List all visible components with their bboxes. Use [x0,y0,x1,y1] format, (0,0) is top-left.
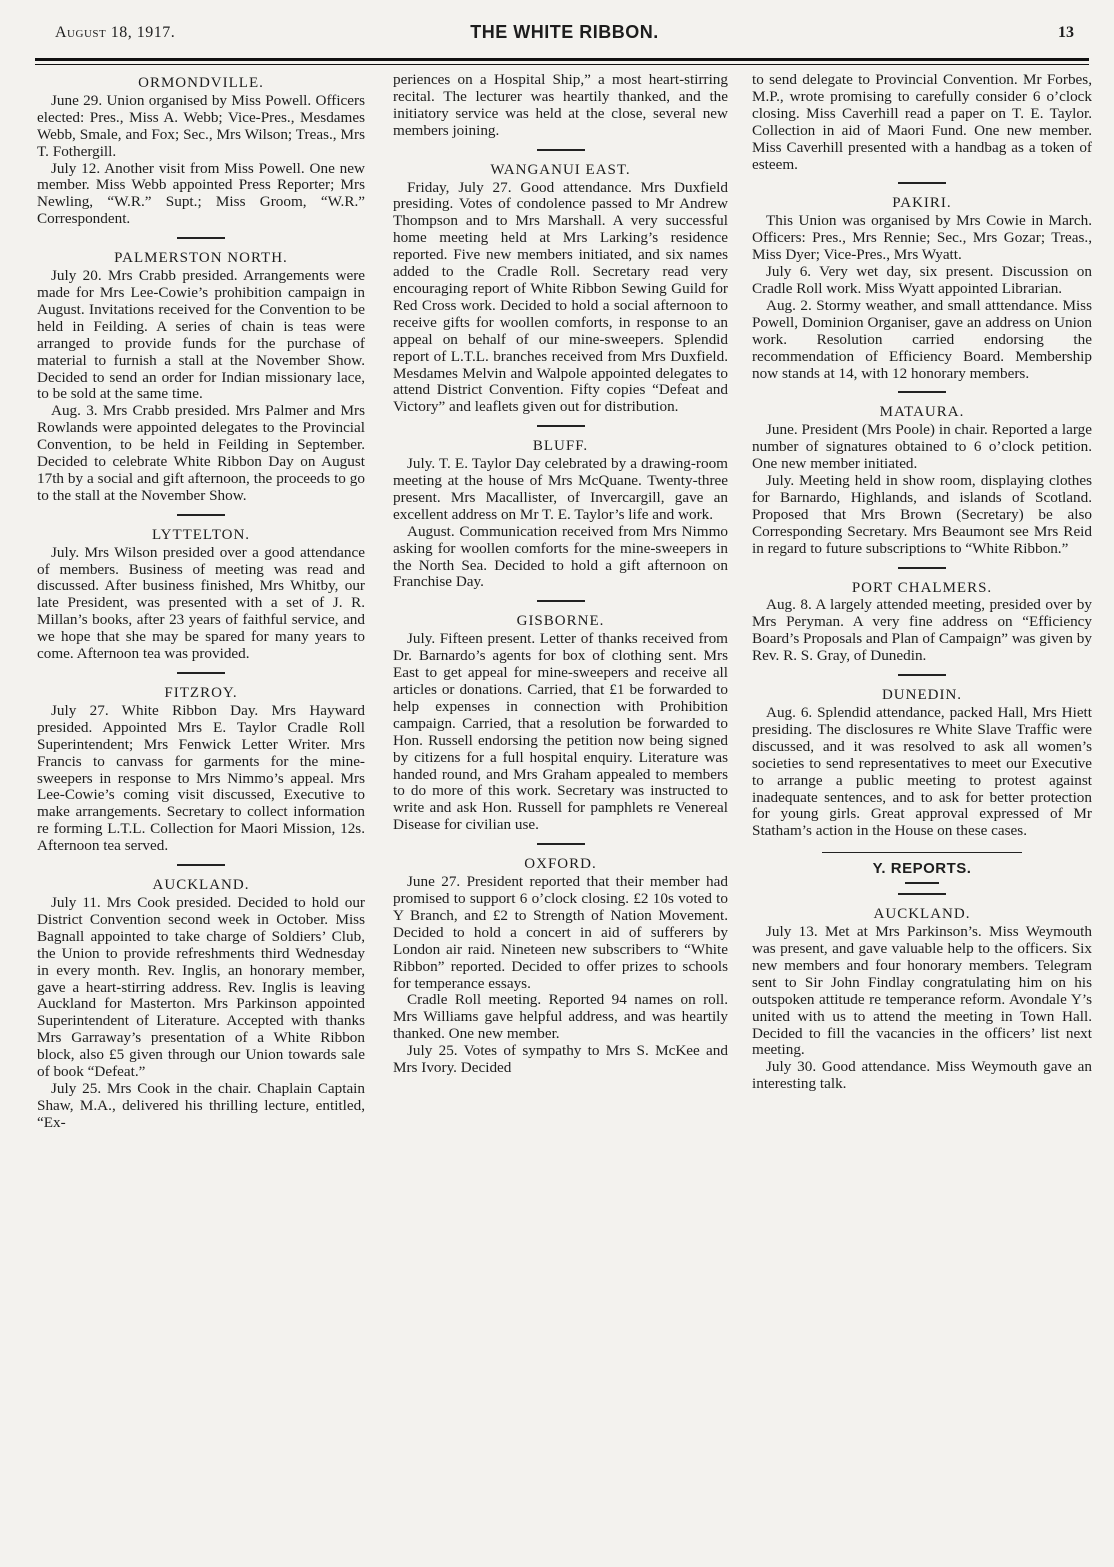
section-divider [537,149,585,151]
column-3 [752,72,1092,1562]
report-paragraph: August. Communication received from Mrs Nimmo asking for woollen comforts for the mine-sweepers in the North Sea. Decided to hold a gift afternoon on Franchise Day. [393,522,728,591]
section-title: AUCKLAND. [152,877,250,894]
section-divider [905,882,939,884]
report-paragraph: Aug. 2. Stormy weather, and small atttendance. Miss Powell, Dominion Organiser, gave an address on Union work. Resolution carried endorsing the recommendation of Efficiency Board. Membership now stands at 14, with 12 honorary members. [752,296,1092,382]
report-paragraph: July 27. White Ribbon Day. Mrs Hayward presided. Appointed Mrs E. Taylor Cradle Roll Superintendent; Mrs Fenwick Letter Writer. Mrs Francis to canvass for garments for the mine-sweepers in response to Mrs Nimmo’s appeal. Mrs Lee-Cowie’s coming visit discussed, Executive to make arrangements. Secretary to collect information re forming L.T.L. Collection for Maori Mission, 12s. Afternoon tea served. [37,701,365,855]
section-divider [898,893,946,895]
report-paragraph: June 27. President reported that their member had promised to support 6 o’clock closing. £2 10s voted to Y Branch, and £2 to Strength of Nation Movement. Decided to hold a concert in aid of sufferers by London air raid. Nineteen new subscribers to “White Ribbon” reported. Decided to offer prizes to schools for temperance essays. [393,873,728,992]
section-title: LYTTELTON. [151,526,251,543]
report-paragraph: June. President (Mrs Poole) in chair. Reported a large number of signatures obtained to 6 o’clock petition. One new member initiated. [752,421,1092,473]
section-title: OXFORD. [524,856,597,873]
report-paragraph: periences on a Hospital Ship,” a most heart-stirring recital. The lecturer was heartily thanked, and the initiatory service was held at the close, several new members joining. [393,72,728,139]
report-paragraph: July 25. Votes of sympathy to Mrs S. McKee and Mrs Ivory. Decided [393,1042,728,1077]
section-divider [177,864,225,866]
section-title: PAKIRI. [892,195,952,212]
report-paragraph: July. T. E. Taylor Day celebrated by a drawing-room meeting at the house of Mrs McQuane. Twenty-three present. Mrs Macallister, of Invercargill, gave an excellent address on Mr T. E. Taylor’s life and work. [393,455,728,523]
section-divider [177,237,225,239]
report-paragraph: July 6. Very wet day, six present. Discussion on Cradle Roll work. Miss Wyatt appointed Librarian. [752,263,1092,297]
section-divider [822,852,1022,853]
report-paragraph: July 30. Good attendance. Miss Weymouth gave an interesting talk. [752,1058,1092,1093]
report-paragraph: Friday, July 27. Good attendance. Mrs Duxfield presiding. Votes of condolence passed to Mr Andrew Thompson and to Mrs Marshall. A very successful home meeting held at Mrs Larking’s residence reported. Five new members initiated, and six names added to the Cradle Roll. Secretary read very encouraging report of White Ribbon Sewing Guild for Red Cross work. Decided to hold a social afternoon to receive gifts for woollen comforts, in response to an appeal on behalf of our mine-sweepers. Splendid report of L.T.L. branches received from Mrs Duxfield. Mesdames Melvin and Walpole appointed delegates to attend District Convention. Fifty copies “Defeat and Victory” and leaflets given out for distribution. [393,178,728,416]
header-rule-thick [35,58,1089,61]
section-title: ORMONDVILLE. [138,75,264,91]
page-number: 13 [1058,24,1074,41]
report-paragraph: to send delegate to Provincial Convention. Mr Forbes, M.P., wrote promising to carefully consider 6 o’clock closing. Miss Caverhill read a paper on T. E. Taylor. Collection in aid of Maori Fund. One new member. Miss Caverhill presented with a handbag as a token of esteem. [752,72,1092,173]
report-paragraph: July. Fifteen present. Letter of thanks received from Dr. Barnardo’s agents for box of clothing sent. Mrs East to get appeal for mine-sweepers and receive all articles or donations. Carried, that £1 be forwarded to help expenses in connection with Prohibition campaign. Carried, that a resolution be forwarded to Hon. Russell endorsing the petition now being signed by citizens for a full hospital enquiry. Literature was handed round, and Mrs Graham appealed to members to do more of this work. Secretary was instructed to write and ask Hon. Russell for pamphlets re Venereal Disease for civilian use. [393,630,728,834]
section-title: WANGANUI EAST. [490,161,631,178]
report-paragraph: July. Mrs Wilson presided over a good attendance of members. Business of meeting was read and discussed. After business finished, Mrs Whitby, our late President, was presented with a set of J. R. Millan’s books, after 23 years of faithful service, and we hope that she may be spared for many years to come. Afternoon tea was provided. [37,543,365,663]
header-rule-thin [35,64,1089,65]
report-paragraph: July 13. Met at Mrs Parkinson’s. Miss Weymouth was present, and gave valuable help to the officers. Six new members and four honorary members. Telegram sent to Sir John Findlay congratulating him on his outspoken attitude re temperance reform. Avondale Y’s united with us to attend the meeting in Town Hall. Decided to fill the vacancies in the officers’ list next meeting. [752,923,1092,1059]
report-paragraph: July 11. Mrs Cook presided. Decided to hold our District Convention second week in October. Miss Bagnall appointed to take charge of Soldiers’ Club, the Union to provide refreshments third Wednesday in every month. Rev. Inglis, an honorary member, gave a heart-stirring address. Rev. Inglis is leaving Auckland for Masterton. Mrs Parkinson appointed Superintendent of Literature. Accepted with thanks Mrs Garraway’s presentation of a White Ribbon block, also £5 given through our Union towards sale of book “Defeat.” [37,893,365,1081]
report-paragraph: July 25. Mrs Cook in the chair. Chaplain Captain Shaw, M.A., delivered his thrilling lecture, entitled, “Ex- [37,1079,365,1131]
issue-date: August 18, 1917. [55,24,176,41]
report-paragraph: Aug. 8. A largely attended meeting, presided over by Mrs Peryman. A very fine address on “Efficiency Board’s Proposals and Plan of Campaign” was given by Rev. R. S. Gray, of Dunedin. [752,596,1092,665]
section-title: PALMERSTON NORTH. [114,250,288,267]
report-paragraph: Cradle Roll meeting. Reported 94 names on roll. Mrs Williams gave helpful address, and was heartily thanked. One new member. [393,991,728,1043]
report-paragraph: Aug. 6. Splendid attendance, packed Hall, Mrs Hiett presiding. The disclosures re White Slave Traffic were discussed, and it was resolved to ask all women’s societies to send representatives to meet our Executive to arrange a public meeting to protest against inadequate sentences, and to ask for better protection for young girls. Great approval expressed of Mr Statham’s action in the House on these cases. [752,704,1092,840]
column-1 [37,72,365,1562]
section-title: Y. REPORTS. [872,860,972,878]
section-title: FITZROY. [164,685,238,701]
report-paragraph: June 29. Union organised by Miss Powell. Officers elected: Pres., Miss A. Webb; Vice-Pres., Mesdames Webb, Smale, and Fox; Sec., Mrs Wilson; Treas., Mrs T. Fothergill. [37,91,365,160]
page-header [55,20,1074,46]
section-divider [177,514,225,516]
section-divider [537,425,585,427]
column-2 [393,72,728,1562]
section-title: AUCKLAND. [873,906,971,923]
section-title: BLUFF. [532,438,589,455]
report-paragraph: Aug. 3. Mrs Crabb presided. Mrs Palmer and Mrs Rowlands were appointed delegates to the Provincial Convention, to be held in Feilding in September. Decided to celebrate White Ribbon Day on August 17th by a social and gift afternoon, the proceeds to go to the stall at the November Show. [37,402,365,504]
section-divider [898,567,946,569]
report-paragraph: July. Meeting held in show room, displaying clothes for Barnardo, Highlands, and islands of Scotland. Proposed that Mrs Brown (Secretary) be also Corresponding Secretary. Mrs Beaumont see Mrs Reid in regard to future subscriptions to “White Ribbon.” [752,472,1092,557]
section-divider [537,843,585,845]
section-title: PORT CHALMERS. [851,579,993,596]
report-paragraph: July 20. Mrs Crabb presided. Arrangements were made for Mrs Lee-Cowie’s prohibition campaign in August. Invitations received for the Convention to be held in Feilding. A series of chain is teas were arranged to provide funds for the purchase of material to furnish a stall at the November Show. Decided to send an order for Indian missionary lace, to be sold at the same time. [37,267,365,403]
section-divider [898,391,946,393]
report-paragraph: This Union was organised by Mrs Cowie in March. Officers: Pres., Mrs Rennie; Sec., Mrs Gozar; Treas., Miss Dyer; Vice-Pres., Mrs Wyatt. [752,212,1092,264]
section-title: DUNEDIN. [881,687,963,704]
report-paragraph: July 12. Another visit from Miss Powell. One new member. Miss Webb appointed Press Reporter; Mrs Newling, “W.R.” Supt.; Miss Groom, “W.R.” Correspondent. [37,159,365,228]
section-divider [177,672,225,674]
section-title: GISBORNE. [516,613,605,630]
section-divider [537,600,585,602]
section-divider [898,674,946,676]
publication-title: THE WHITE RIBBON. [470,22,659,42]
section-divider [898,182,946,184]
section-title: MATAURA. [879,404,965,421]
